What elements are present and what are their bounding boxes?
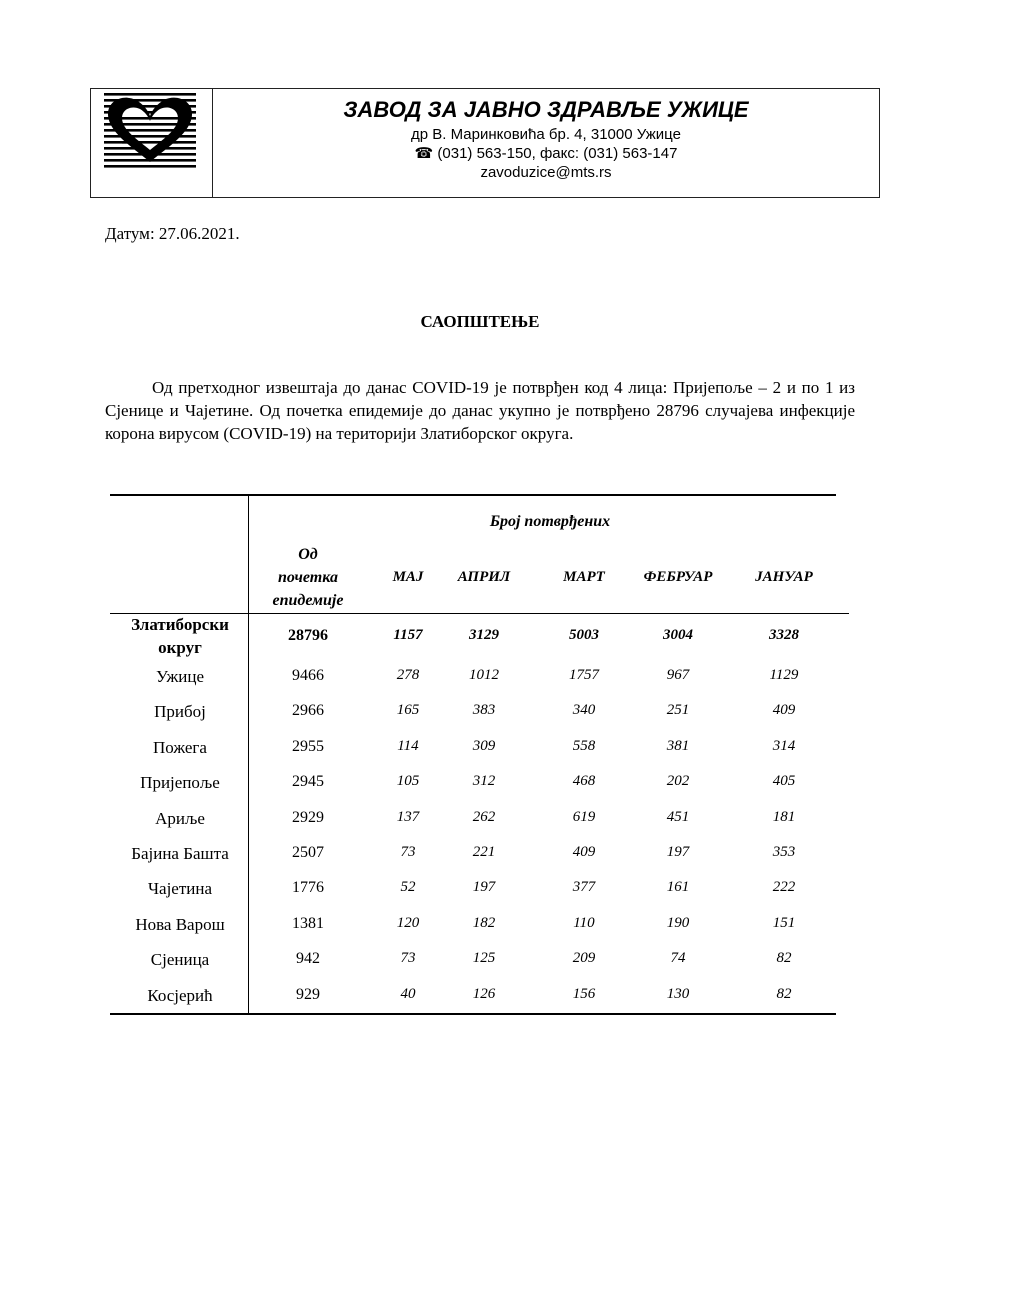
table-row-cell: 125 (472, 950, 496, 967)
org-info (213, 95, 879, 182)
table-row-cell: 1757 (569, 667, 599, 683)
table-row-cell: 82 (776, 950, 792, 967)
table-row-cell: 558 (572, 737, 596, 754)
table-row-cell: 120 (396, 914, 420, 931)
table-row-cell: 182 (472, 914, 496, 931)
total-row-cell: 28796 (288, 627, 328, 644)
total-row-cell: 3129 (469, 627, 499, 643)
table-row-cell: 1776 (292, 879, 324, 897)
table-row-cell: 353 (772, 844, 796, 860)
total-row-cell: 5003 (569, 627, 599, 643)
table-row-cell: 278 (396, 667, 420, 683)
table-row-cell: 73 (400, 844, 416, 860)
table-row-cell: 197 (472, 879, 496, 896)
group-header: Број потврђених (489, 513, 611, 530)
col-header-month: АПРИЛ (457, 569, 511, 585)
total-row-name-line-1: Златиборски (131, 615, 229, 634)
total-row-cell: 3328 (769, 627, 799, 643)
table-row-cell: 929 (296, 985, 320, 1003)
table-bottom-rule (110, 1013, 836, 1015)
table-row-cell: 619 (572, 808, 596, 825)
col-header-since-line-2: почетка (278, 569, 338, 586)
date-line: Датум: 27.06.2021. (105, 224, 240, 243)
table-row-cell: 105 (396, 773, 420, 790)
table-row-name: Чајетина (147, 879, 213, 899)
col-header-month: МАРТ (563, 569, 605, 585)
table-row-cell: 82 (776, 985, 792, 1002)
table-row-name: Пожега (153, 737, 207, 757)
table-row-cell: 1381 (292, 914, 324, 932)
body-paragraph: Од претходног извештаја до данас COVID-19 је потврђен код 4 лица: Пријепоље – 2 и по 1 из Сјенице и Чајетине. Од почетка епидемије до данас укупно је потврђено 28796 случајева инфекције корона вирусом (COVID-19) на територији Златиборског округа. (105, 378, 855, 443)
table-row-name: Косјерић (147, 985, 213, 1005)
document-title: САОПШТЕЊЕ (420, 312, 540, 331)
table-row-cell: 74 (670, 950, 686, 967)
table-row-cell: 967 (666, 667, 690, 683)
table-top-rule (110, 494, 836, 496)
table-row-cell: 190 (666, 914, 690, 931)
col-header-month: ФЕБРУАР (643, 569, 713, 585)
table-row-cell: 151 (772, 914, 796, 931)
table-row-cell: 52 (400, 879, 416, 896)
table-row-cell: 383 (472, 702, 496, 719)
table-row-cell: 251 (666, 702, 690, 719)
table-row-cell: 309 (472, 737, 496, 754)
table-row-cell: 2955 (292, 737, 324, 755)
table-row-cell: 409 (572, 844, 596, 860)
table-row-cell: 451 (666, 808, 690, 825)
heart-lines-logo-icon (102, 92, 198, 172)
cases-table (110, 494, 836, 1016)
table-row-cell: 409 (772, 702, 796, 719)
table-row-cell: 40 (400, 985, 416, 1002)
org-name: ЗАВОД ЗА ЈАВНО ЗДРАВЉЕ УЖИЦЕ (343, 97, 749, 122)
table-row-cell: 156 (572, 985, 596, 1002)
table-row-cell: 126 (472, 985, 496, 1002)
table-row-cell: 405 (772, 773, 796, 790)
total-row-name-line-2: округ (158, 638, 202, 657)
col-header-since-line-3: епидемије (272, 592, 344, 609)
table-row-cell: 137 (396, 808, 420, 825)
table-row-name: Ужице (155, 667, 205, 686)
table-row-cell: 114 (397, 737, 419, 754)
table-row-cell: 165 (396, 702, 420, 719)
table-row-cell: 942 (296, 950, 320, 968)
table-row-cell: 377 (572, 879, 596, 896)
table-row-cell: 2507 (292, 844, 324, 861)
table-row-cell: 110 (573, 914, 595, 931)
table-row-cell: 381 (666, 737, 690, 754)
table-row-cell: 209 (572, 950, 596, 967)
col-header-month: ЈАНУАР (755, 569, 813, 585)
total-row-cell: 3004 (663, 627, 693, 643)
col-header-since-line-1: Од (298, 546, 318, 563)
table-row-name: Пријепоље (140, 773, 220, 793)
table-row-cell: 73 (400, 950, 416, 967)
org-address: др В. Маринковића бр. 4, 31000 Ужице (411, 126, 681, 143)
table-header-rule (110, 613, 849, 614)
table-row-cell: 262 (472, 808, 496, 825)
table-row-cell: 9466 (292, 667, 324, 684)
col-header-month: МАЈ (392, 569, 424, 585)
table-row-cell: 181 (772, 808, 796, 825)
table-row-name: Бајина Башта (131, 844, 229, 863)
table-row-cell: 312 (472, 773, 496, 790)
org-email: zavoduzice@mts.rs (480, 164, 612, 181)
table-row-cell: 221 (472, 844, 496, 860)
table-row-cell: 197 (666, 844, 690, 860)
table-row-name: Прибој (154, 702, 206, 722)
table-row-cell: 1129 (769, 667, 799, 683)
table-row-name: Нова Варош (135, 914, 225, 934)
table-row-name: Ариље (155, 808, 205, 828)
table-row-cell: 2929 (292, 808, 324, 826)
logo-cell (91, 89, 213, 197)
table-row-cell: 222 (772, 879, 796, 896)
table-row-cell: 2966 (292, 702, 324, 720)
table-row-cell: 2945 (292, 773, 324, 791)
table-row-cell: 468 (572, 773, 596, 790)
table-row-name: Сјеница (150, 950, 210, 970)
letterhead (90, 88, 880, 198)
table-row-cell: 202 (666, 773, 690, 790)
org-phone: ☎ (031) 563-150, факс: (031) 563-147 (414, 145, 678, 162)
table-row-cell: 314 (772, 737, 796, 754)
table-row-cell: 130 (666, 985, 690, 1002)
table-row-cell: 340 (572, 702, 596, 719)
total-row-cell: 1157 (393, 627, 423, 643)
table-row-cell: 1012 (469, 667, 499, 683)
table-row-cell: 161 (666, 879, 690, 896)
